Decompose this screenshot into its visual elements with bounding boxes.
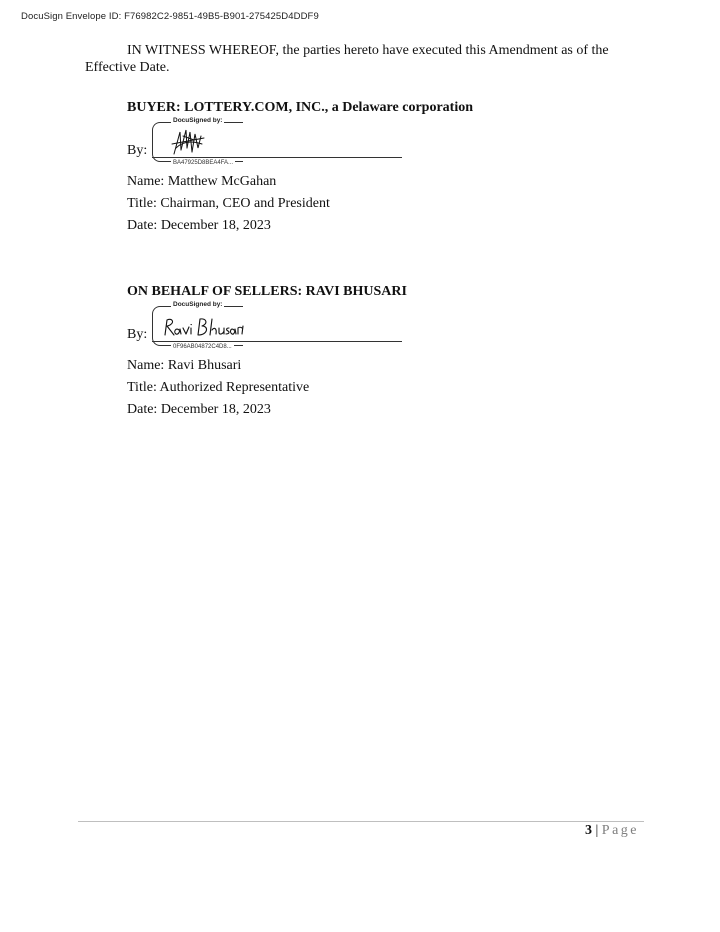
sellers-heading: ON BEHALF OF SELLERS: RAVI BHUSARI — [127, 284, 407, 299]
buyer-signature-line — [152, 157, 402, 158]
buyer-name: Name: Matthew McGahan — [127, 174, 277, 189]
page-number-value: 3 — [584, 823, 592, 838]
page-word: Page — [601, 823, 639, 838]
sellers-date: Date: December 18, 2023 — [127, 402, 271, 417]
sellers-title: Title: Authorized Representative — [127, 380, 310, 395]
page-number — [585, 823, 639, 839]
buyer-date: Date: December 18, 2023 — [127, 218, 271, 233]
sellers-name: Name: Ravi Bhusari — [127, 358, 242, 373]
buyer-docusign-label: DocuSigned by: — [173, 117, 223, 124]
sellers-docusign-id: 0F96AB04872C4D8... — [173, 344, 232, 350]
witness-text: IN WITNESS WHEREOF, the parties hereto have executed this Amendment as of the Effective Date. — [85, 43, 609, 75]
witness-paragraph — [85, 42, 630, 76]
buyer-heading: BUYER: LOTTERY.COM, INC., a Delaware corporation — [127, 100, 474, 115]
buyer-by-label: By: — [127, 143, 148, 158]
sellers-signature-line — [152, 341, 402, 342]
buyer-docusign-id: BA47925D8BEA4FA... — [173, 160, 234, 166]
sellers-signature-image — [162, 316, 244, 342]
sellers-by-label: By: — [127, 327, 148, 342]
docusign-envelope-id: DocuSign Envelope ID: F76982C2-9851-49B5-B901-275425D4DDF9 — [21, 11, 319, 22]
sellers-docusign-label: DocuSigned by: — [173, 301, 223, 308]
footer-divider — [78, 821, 644, 822]
buyer-signature-image — [168, 126, 208, 158]
page-number-separator: | — [591, 823, 602, 838]
buyer-title: Title: Chairman, CEO and President — [127, 196, 330, 211]
